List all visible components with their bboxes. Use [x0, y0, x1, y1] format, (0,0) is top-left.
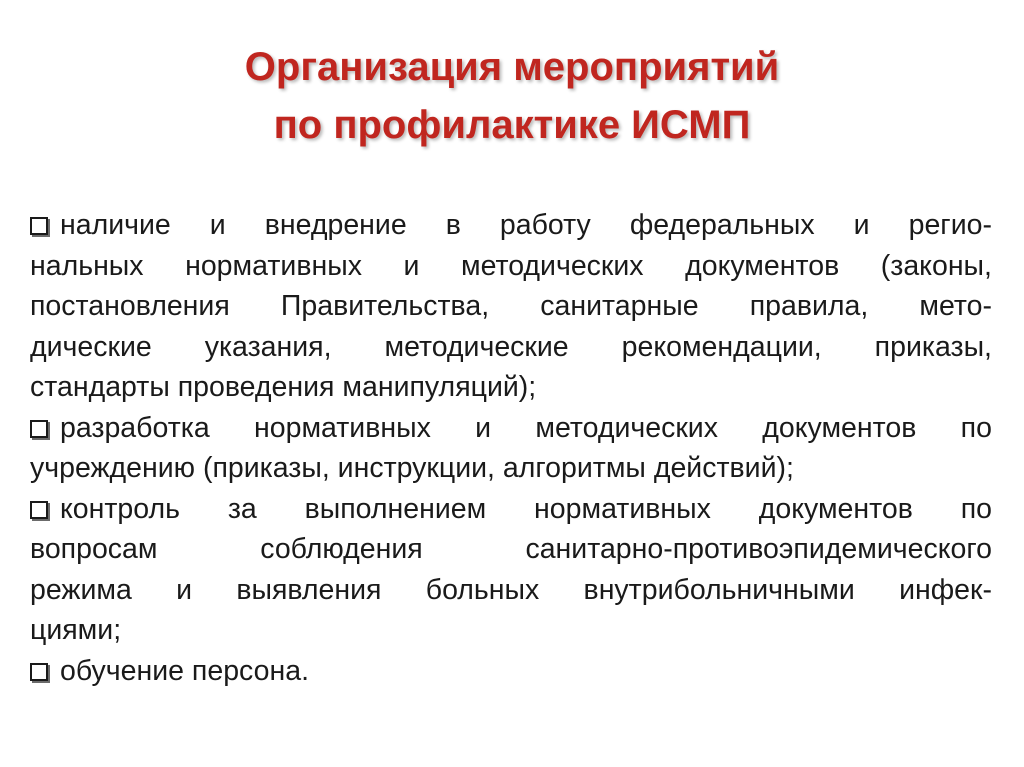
- bullet-text: методических: [535, 411, 718, 444]
- bullet-text: в: [445, 209, 461, 241]
- checkbox-bullet-icon: [30, 217, 48, 235]
- bullet-2-line-2: [30, 448, 992, 489]
- bullet-text: внутрибольничными: [583, 573, 855, 606]
- bullet-1-line-2: [30, 246, 992, 287]
- title-line-1: Организация мероприятий: [244, 45, 780, 89]
- bullet-text: контроль: [60, 492, 180, 525]
- bullet-text: санитарно-противоэпидемического: [525, 533, 992, 565]
- bullet-text: дические: [30, 330, 152, 363]
- bullet-text: учреждению (приказы, инструкции, алгоритмы действий);: [30, 452, 794, 484]
- checkbox-bullet-icon: [30, 420, 48, 438]
- checkbox-bullet-icon: [30, 501, 48, 519]
- bullet-2-line-1: [30, 408, 992, 449]
- bullet-text: и: [853, 209, 870, 241]
- bullet-text: (законы,: [880, 249, 992, 282]
- bullet-text: нальных: [30, 249, 144, 282]
- bullet-text: документов: [685, 249, 840, 282]
- bullet-text: приказы,: [874, 330, 992, 363]
- bullet-text: инфек-: [899, 573, 992, 606]
- bullet-text: выявления: [236, 573, 382, 606]
- bullet-text: и: [176, 573, 193, 606]
- bullet-3-line-2: [30, 529, 992, 570]
- bullet-3-lead: [30, 489, 180, 530]
- bullet-text: правила,: [749, 290, 869, 322]
- bullet-text: методические: [384, 330, 569, 363]
- bullet-1-line-5: [30, 367, 992, 408]
- bullet-list: [30, 205, 992, 691]
- bullet-text: наличие: [60, 209, 171, 241]
- bullet-text: циями;: [30, 614, 122, 646]
- bullet-text: стандарты проведения манипуляций);: [30, 371, 537, 403]
- bullet-text: внедрение: [264, 209, 407, 241]
- bullet-text: регио-: [908, 209, 992, 241]
- bullet-text: разработка: [60, 411, 210, 444]
- bullet-text: указания,: [204, 330, 332, 363]
- bullet-text: работу: [499, 209, 591, 241]
- bullet-1-line-1: [30, 205, 992, 246]
- bullet-text: больных: [425, 573, 540, 606]
- bullet-text: федеральных: [629, 209, 815, 241]
- bullet-text: документов: [758, 492, 913, 525]
- bullet-text: и: [475, 411, 492, 444]
- bullet-4-line-1: [30, 651, 992, 692]
- bullet-1-line-4: [30, 327, 992, 368]
- bullet-text: вопросам: [30, 533, 158, 565]
- bullet-text: по: [960, 492, 992, 525]
- bullet-text: соблюдения: [260, 533, 423, 565]
- bullet-text: документов: [762, 411, 917, 444]
- bullet-text: обучение персона.: [60, 654, 309, 687]
- slide-title: [0, 38, 1024, 154]
- bullet-text: нормативных: [185, 249, 362, 282]
- bullet-text: выполнением: [304, 492, 487, 525]
- bullet-3-line-3: [30, 570, 992, 611]
- bullet-text: санитарные: [540, 290, 699, 322]
- title-line-2: по профилактике ИСМП: [273, 103, 751, 147]
- checkbox-bullet-icon: [30, 663, 48, 681]
- bullet-1-lead: [30, 205, 171, 246]
- bullet-text: и: [209, 209, 226, 241]
- bullet-text: и: [403, 249, 420, 282]
- bullet-text: Правительства,: [280, 290, 490, 322]
- bullet-text: мето-: [919, 290, 992, 322]
- bullet-2-lead: [30, 408, 210, 449]
- bullet-text: нормативных: [534, 492, 711, 525]
- bullet-text: методических: [460, 249, 644, 282]
- bullet-3-line-1: [30, 489, 992, 530]
- bullet-1-line-3: [30, 286, 992, 327]
- bullet-text: постановления: [30, 290, 230, 322]
- bullet-text: по: [960, 411, 992, 444]
- bullet-text: рекомендации,: [621, 330, 822, 363]
- bullet-4-lead: [30, 651, 309, 692]
- bullet-text: за: [227, 492, 257, 525]
- bullet-3-line-4: [30, 610, 992, 651]
- bullet-text: режима: [30, 573, 132, 606]
- bullet-text: нормативных: [254, 411, 431, 444]
